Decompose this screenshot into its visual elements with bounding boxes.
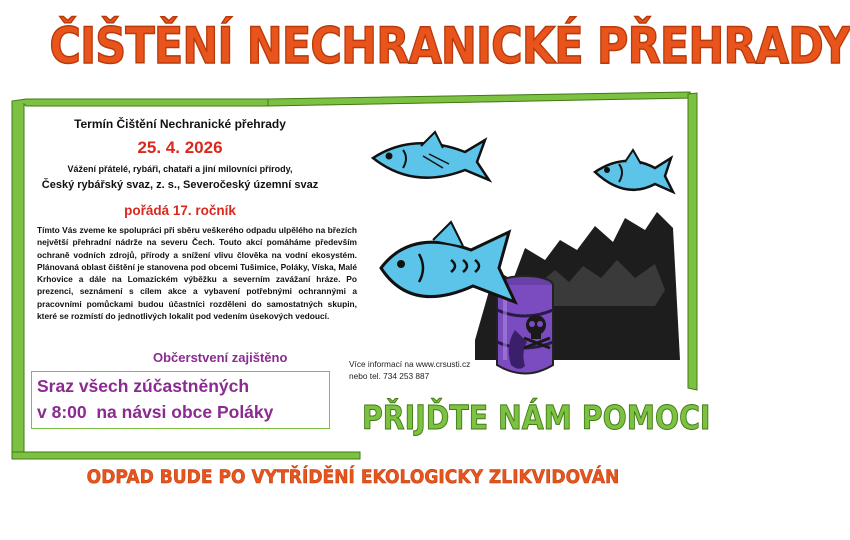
body-text: Tímto Vás zveme ke spolupráci při sběru veškerého odpadu ulpělého na březích největší přehradní nádrže na severu Čech. Touto akcí pomáháme především ochraně vodních zdrojů, přírody a snížení vlivu člověka na vodní ekosystém. Plánovaná oblast čištění je stanovena pod obcemi Tušimice, Poláky, Víska, Malé Krhovice a dále na Lomazickém výběžku a severním zavážaní hráze. Po prezenci, seznámení s cílem akce a vybavení potřebnými ochrannými a pracovními pomůckami budou účastníci rozděleni do samostatných skupin, které se rozmístí do jednotlivých lokalit pod vedením úsekových vedoucí. bbox=[37, 225, 357, 322]
event-date: 25. 4. 2026 bbox=[137, 138, 223, 157]
edition: pořádá 17. ročník bbox=[124, 203, 236, 218]
footer-banner: ODPAD BUDE PO VYTŘÍDĚNÍ EKOLOGICKY ZLIKVIDOVÁN bbox=[86, 466, 620, 488]
organizer: Český rybářský svaz, z. s., Severočeský územní svaz bbox=[41, 179, 319, 191]
term-label: Termín Čištění Nechranické přehrady bbox=[74, 117, 286, 131]
slogan: PŘIJĎTE NÁM POMOCI bbox=[362, 398, 711, 437]
fish-icon bbox=[381, 222, 515, 302]
page-title: ČIŠTĚNÍ NECHRANICKÉ PŘEHRADY bbox=[49, 17, 850, 75]
fish-icon bbox=[373, 132, 489, 180]
contact-web[interactable]: Více informací na www.crsusti.cz bbox=[349, 359, 471, 369]
fish-icon bbox=[595, 150, 673, 192]
contact-phone: nebo tel. 734 253 887 bbox=[349, 371, 430, 381]
illustration bbox=[355, 120, 690, 390]
meeting-box bbox=[31, 371, 330, 429]
meeting-time-place bbox=[37, 402, 273, 423]
meeting-time: v 8:00 bbox=[37, 402, 87, 422]
meeting-place: na návsi obce Poláky bbox=[96, 402, 274, 422]
greeting: Vážení přátelé, rybáři, chataři a jiní milovníci přírody, bbox=[67, 164, 293, 174]
refreshments-note: Občerstvení zajištěno bbox=[153, 350, 288, 365]
meeting-title: Sraz všech zúčastněných bbox=[37, 376, 250, 396]
contact-info bbox=[349, 358, 470, 382]
